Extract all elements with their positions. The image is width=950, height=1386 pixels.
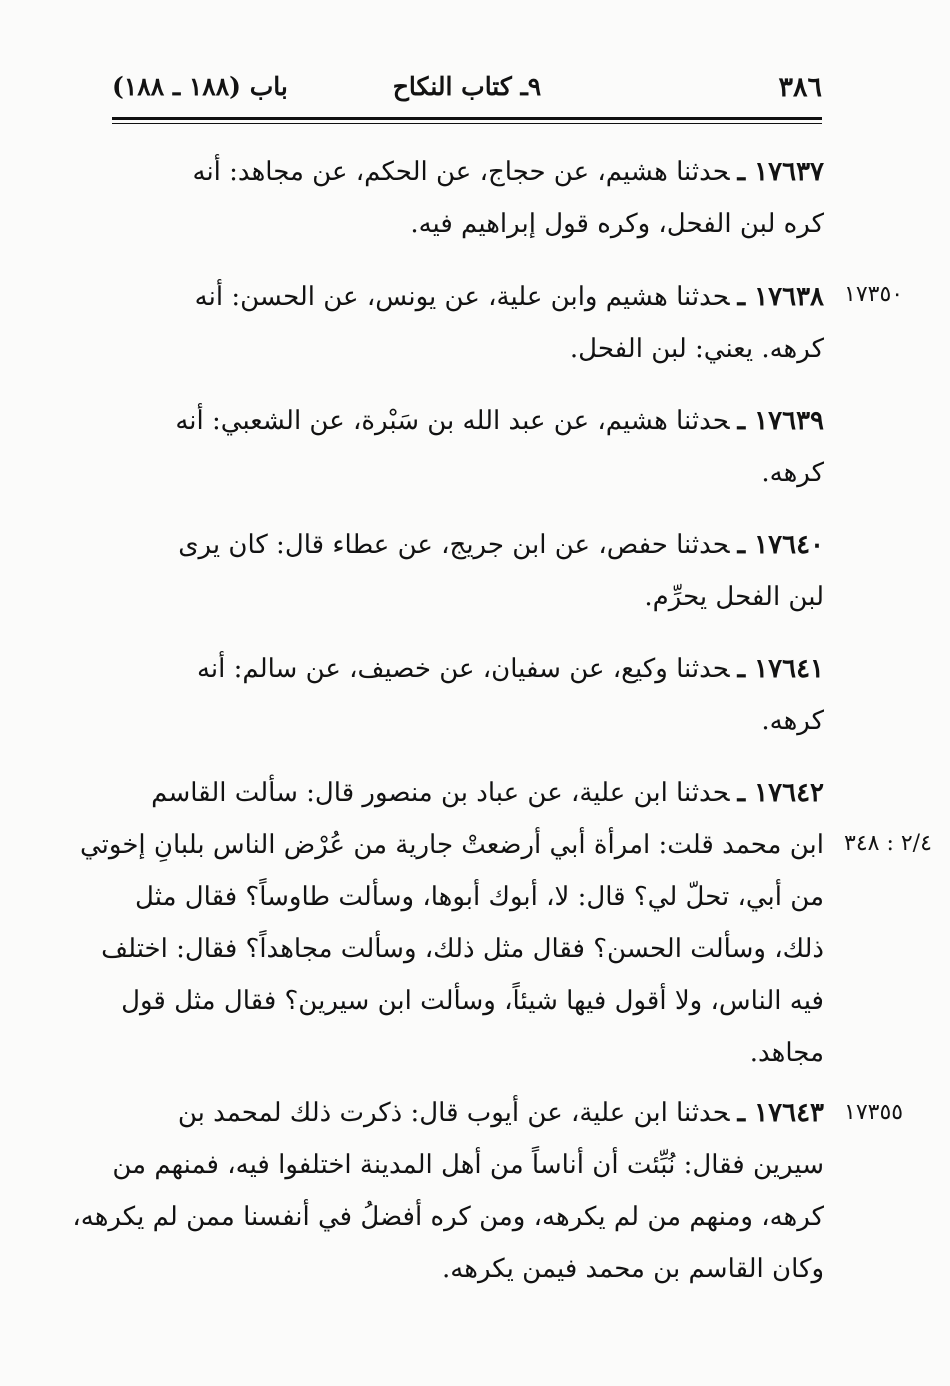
hadith-number: ١٧٦٤١ ـ <box>737 654 824 684</box>
entry-line <box>112 767 824 819</box>
hadith-entry <box>112 395 824 499</box>
line-text: حدثنا وكيع، عن سفيان، عن خصيف، عن سالم: أنه <box>196 654 730 684</box>
chapter-range: باب (١٨٨ ـ ١٨٨) <box>112 72 288 101</box>
entry-line: ذلك، وسألت الحسن؟ فقال مثل ذلك، وسألت مجاهداً؟ فقال: اختلف <box>101 934 824 964</box>
entry-line: مجاهد. <box>749 1038 824 1068</box>
hadith-number: ١٧٦٣٩ ـ <box>737 406 824 436</box>
entry-line <box>112 146 824 198</box>
hadith-entry <box>112 271 824 375</box>
entry-line: فيه الناس، ولا أقول فيها شيئاً، وسألت ابن سيرين؟ فقال مثل قول <box>121 986 824 1016</box>
line-text: حدثنا حفص، عن ابن جريج، عن عطاء قال: كان يرى <box>178 530 730 560</box>
hadith-entry <box>79 767 824 1079</box>
header-rule-thin <box>112 123 822 124</box>
page-number: ٣٨٦ <box>778 72 822 103</box>
entry-line <box>112 271 824 323</box>
entry-line: كرهه. <box>761 458 824 488</box>
hadith-number: ١٧٦٣٨ ـ <box>737 282 824 312</box>
entry-line <box>112 1087 824 1139</box>
line-text: حدثنا ابن علية، عن أيوب قال: ذكرت ذلك لمحمد بن <box>177 1098 730 1128</box>
entry-line: لبن الفحل يحرِّم. <box>644 582 824 612</box>
line-text: حدثنا هشيم، عن حجاج، عن الحكم، عن مجاهد: أنه <box>192 157 730 187</box>
header-rule <box>112 117 822 120</box>
hadith-entry <box>72 1087 824 1295</box>
hadith-number: ١٧٦٣٧ ـ <box>737 157 824 187</box>
hadith-number: ١٧٦٤٢ ـ <box>737 778 824 808</box>
hadith-entry <box>112 643 824 747</box>
entry-line: سيرين فقال: نُبِّئت أن أناساً من أهل المدينة اختلفوا فيه، فمنهم من <box>112 1150 824 1180</box>
entry-line <box>112 395 824 447</box>
entry-line: ابن محمد قلت: امرأة أبي أرضعتْ جارية من عُرْض الناس بلبانِ إخوتي <box>79 830 824 860</box>
entry-line <box>112 519 824 571</box>
page-header <box>112 72 822 112</box>
hadith-number: ١٧٦٤٣ ـ <box>737 1098 824 1128</box>
margin-ref: ١٧٣٥٥ <box>844 1100 904 1125</box>
hadith-entry <box>112 146 824 250</box>
line-text: حدثنا ابن علية، عن عباد بن منصور قال: سألت القاسم <box>151 778 730 808</box>
entry-line: كرهه. يعني: لبن الفحل. <box>569 334 824 364</box>
hadith-entry <box>112 519 824 623</box>
entry-line <box>112 643 824 695</box>
book-title: ٩ـ كتاب النكاح <box>392 72 542 101</box>
line-text: حدثنا هشيم، عن عبد الله بن سَبْرة، عن الشعبي: أنه <box>175 406 730 436</box>
entry-line: من أبي، تحلّ لي؟ قال: لا، أبوك أبوها، وسألت طاوساً؟ فقال مثل <box>135 882 824 912</box>
entry-line: كرهه، ومنهم من لم يكرهه، ومن كره أفضلُ في أنفسنا ممن لم يكرهه، <box>72 1202 824 1232</box>
entry-line: كره لبن الفحل، وكره قول إبراهيم فيه. <box>410 209 824 239</box>
line-text: حدثنا هشيم وابن علية، عن يونس، عن الحسن: أنه <box>194 282 730 312</box>
margin-ref: ١٧٣٥٠ <box>844 282 904 307</box>
entry-line: وكان القاسم بن محمد فيمن يكرهه. <box>442 1254 824 1284</box>
entry-line: كرهه. <box>761 706 824 736</box>
margin-ref: ٢/٤ : ٣٤٨ <box>844 831 932 856</box>
hadith-number: ١٧٦٤٠ ـ <box>737 530 824 560</box>
